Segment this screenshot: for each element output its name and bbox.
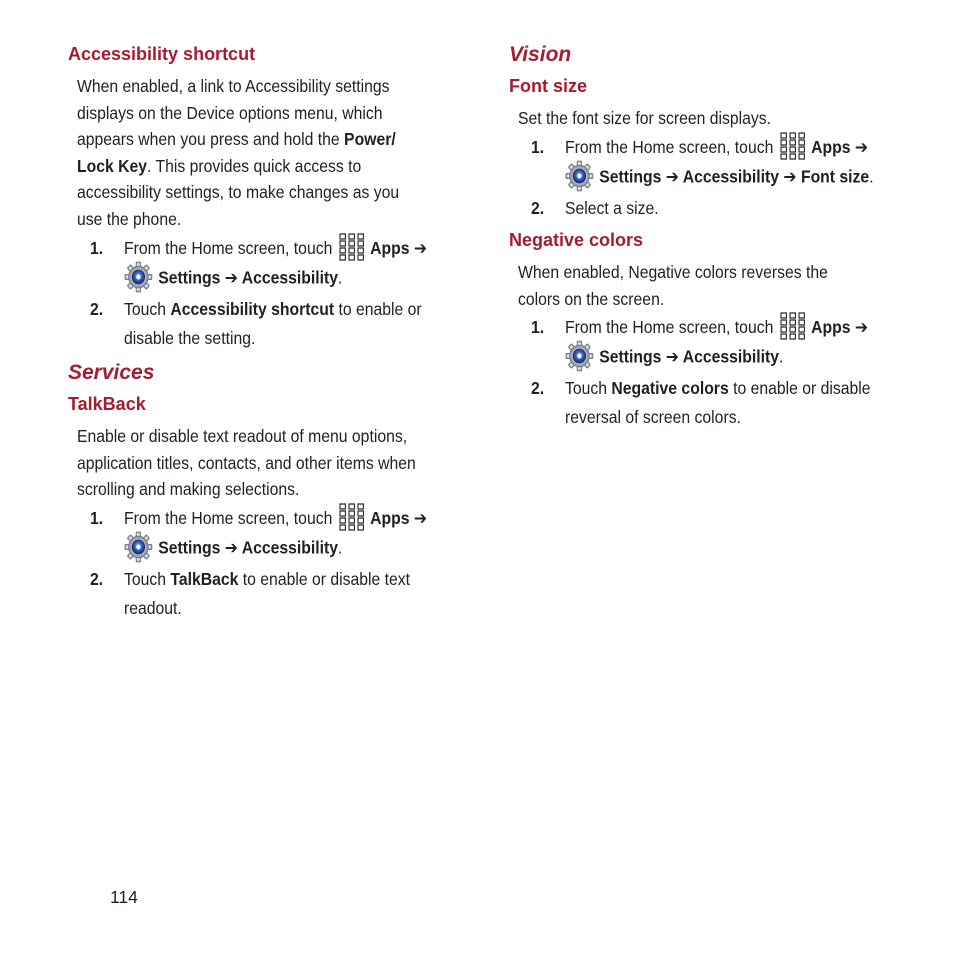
body-line: application titles, contacts, and other items when [77,452,416,473]
heading-accessibility-shortcut: Accessibility shortcut [68,44,256,64]
apps-grid-icon [340,503,365,531]
step-number: 2. [531,378,545,398]
apps-grid-icon [340,233,365,261]
heading-negative-colors: Negative colors [509,230,644,250]
body-line: Enable or disable text readout of menu options, [77,426,408,446]
body-line: Lock Key. This provides quick access to [77,155,362,176]
step-1: From the Home screen, touch Apps ➔ Settings ➔ Accessibility. [124,504,427,562]
body-line: scrolling and making selections. [77,479,300,499]
step-2: Touch Accessibility shortcut to enable or disable the setting. [124,299,422,348]
settings-gear-icon [124,261,153,293]
body-line: When enabled, a link to Accessibility settings [77,76,390,96]
step-1: From the Home screen, touch Apps ➔ Settings ➔ Accessibility. [124,234,427,292]
apps-grid-icon [781,312,806,340]
heading-vision: Vision [509,43,572,66]
apps-grid-icon [781,132,806,160]
step-number: 1. [531,137,545,157]
settings-gear-icon [124,531,153,563]
step-number: 2. [531,198,545,218]
page-number: 114 [110,887,138,907]
body-line: accessibility settings, to make changes as you [77,182,400,202]
step-number: 1. [90,508,104,528]
font-size-body: Set the font size for screen displays. [518,108,772,128]
step-number: 1. [90,238,104,258]
body-line: appears when you press and hold the Power/ [77,129,396,149]
body-line: displays on the Device options menu, which [77,102,383,123]
body-line: When enabled, Negative colors reverses the [518,262,828,282]
body-line: use the phone. [77,208,182,229]
negative-colors-body [518,259,828,312]
settings-gear-icon [565,160,594,192]
heading-font-size: Font size [509,76,588,96]
step-2: Touch TalkBack to enable or disable text readout. [124,569,411,618]
step-2: Select a size. [565,198,659,218]
talkback-body [77,423,416,503]
step-number: 1. [531,317,545,337]
settings-gear-icon [565,340,594,372]
body-line: colors on the screen. [518,288,665,309]
step-1: From the Home screen, touch Apps ➔ Settings ➔ Accessibility ➔ Font size. [565,133,874,191]
accessibility-shortcut-body [77,73,399,232]
step-2: Touch Negative colors to enable or disable reversal of screen colors. [565,378,871,427]
step-number: 2. [90,569,104,589]
heading-services: Services [68,361,155,384]
heading-talkback: TalkBack [68,394,146,414]
step-number: 2. [90,299,104,319]
step-1: From the Home screen, touch Apps ➔ Settings ➔ Accessibility. [565,313,868,371]
